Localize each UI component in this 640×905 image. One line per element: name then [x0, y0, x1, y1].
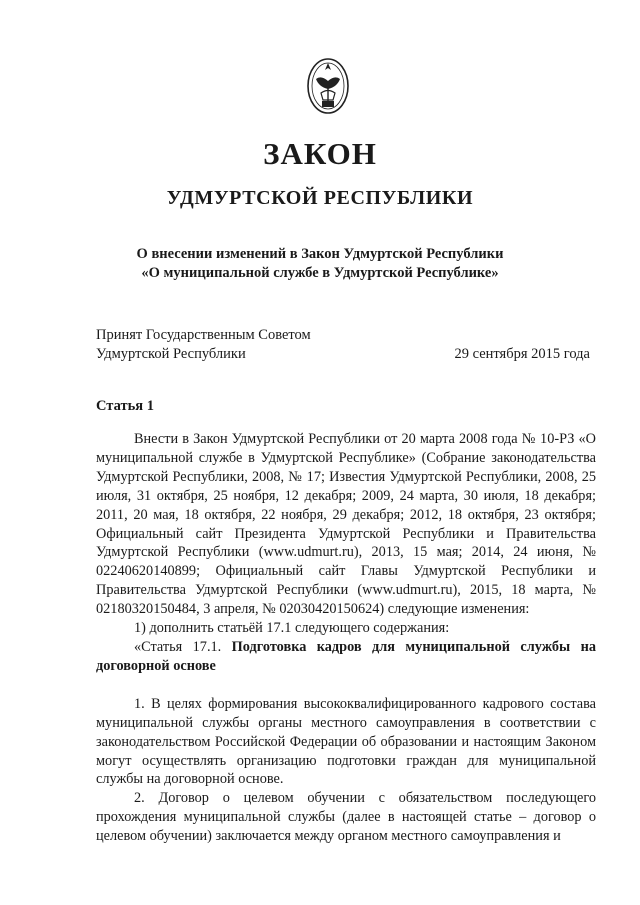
point-1-paragraph: 1. В целях формирования высококвалифицированного кадрового состава муниципальной службы органы местного самоуправления в соответствии с законодательством Российской Федерации об образовании и настоящим Законом могут осуществлять организацию подготовки граждан для муниципальной службы на договорной основе. — [96, 695, 596, 788]
adopted-by-line-1: Принят Государственным Советом — [96, 327, 311, 343]
article-body — [96, 430, 596, 846]
subject-line-1: О внесении изменений в Закон Удмуртской Республики — [136, 246, 504, 262]
coat-of-arms-emblem — [303, 55, 353, 117]
article-heading: Статья 1 — [96, 398, 154, 414]
amendment-item-1: 1) дополнить статьёй 17.1 следующего содержания: — [134, 620, 450, 637]
new-article-prefix: «Статья 17.1. — [134, 638, 232, 655]
subject-line-2: «О муниципальной службе в Удмуртской Республике» — [141, 265, 499, 281]
law-subject — [0, 245, 640, 283]
point-2-paragraph: 2. Договор о целевом обучении с обязательством последующего прохождения муниципальной службы (далее в настоящей статье – договор о целевом обучении) заключается между органом местного самоуправления и — [96, 790, 596, 845]
spacer — [96, 676, 596, 695]
document-title: ЗАКОН — [263, 136, 377, 171]
intro-paragraph: Внести в Закон Удмуртской Республики от 20 марта 2008 года № 10-РЗ «О муниципальной службе в Удмуртской Республике» (Собрание законодательства Удмуртской Республики, 2008, № 17; Известия Удмуртской Республики, 2008, 25 июля, 31 октября, 25 ноября, 12 декабря; 2009, 24 марта, 30 июля, 18 декабря; 2011, 20 мая, 18 октября, 22 ноября, 29 декабря; 2012, 18 октября, 23 октября; Официальный сайт Президента Удмуртской Республики и Правительства Удмуртской Республики (www.udmurt.ru), 2013, 15 мая; 2014, 24 июня, № 02240620140899; Официальный сайт Главы Удмуртской Республики и Правительства Удмуртской Республики (www.udmurt.ru), 2015, 18 марта, № 02180320150484, 3 апреля, № 02030420150624) следующие изменения: — [96, 431, 596, 618]
document-subtitle: УДМУРТСКОЙ РЕСПУБЛИКИ — [166, 187, 474, 209]
adoption-statement — [96, 326, 311, 364]
new-article-title: Подготовка кадров для муниципальной службы на договорной основе — [96, 638, 597, 674]
new-article-heading — [96, 638, 596, 676]
adoption-date: 29 сентября 2015 года — [454, 346, 590, 362]
adopted-by-line-2: Удмуртской Республики — [96, 346, 246, 362]
